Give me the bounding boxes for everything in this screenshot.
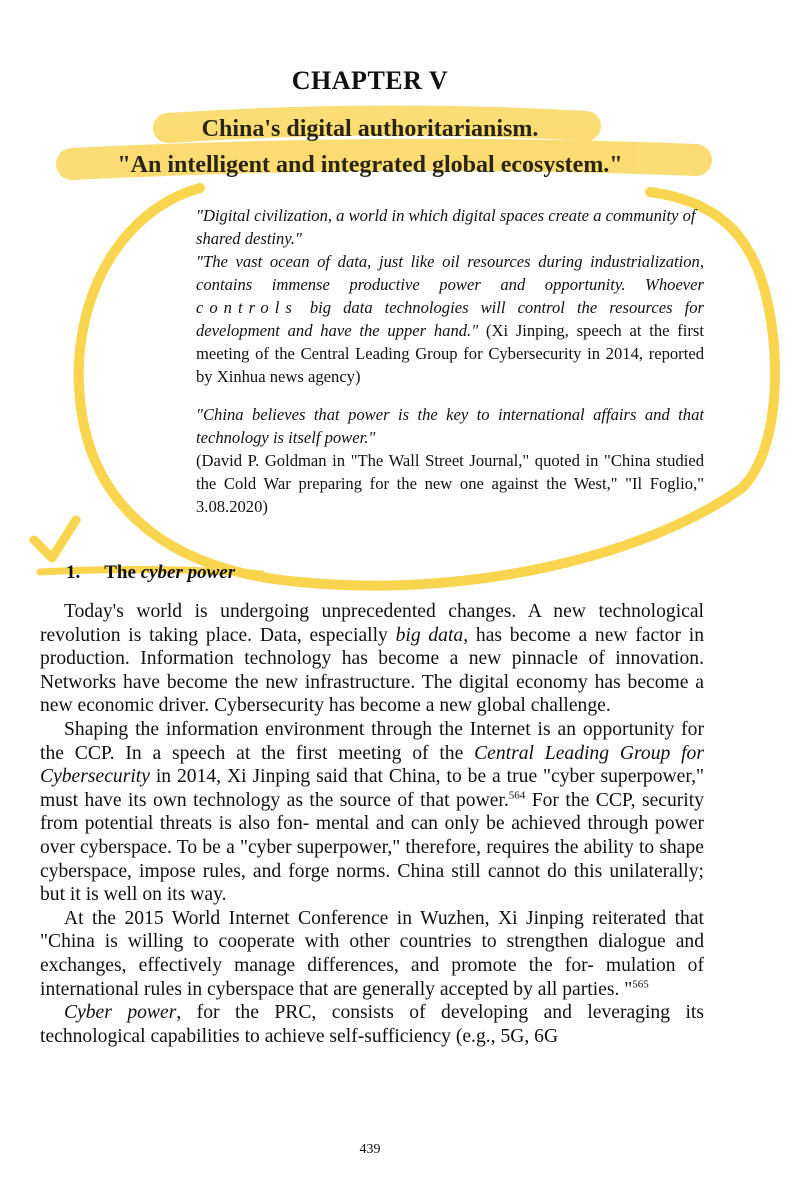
p2-text-a: Shaping the information environment through the Internet is an opportunity for the CCP. In a speech at the first meeting of the [40,718,704,764]
section-title-italic: cyber power [140,562,236,583]
footnote-ref-564: 564 [508,789,526,802]
p4-italic: Cyber power [64,1002,177,1024]
paragraph-4 [40,1001,704,1048]
epigraph-quote-1b-text: "The vast ocean of data, just like oil resources during industrialization, contains immense productive power and opportunity. Whoever [196,252,704,294]
epigraph-quote-2: "China believes that power is the key to international affairs and that technology is itself power." [196,405,704,447]
chapter-title-line2: "An intelligent and integrated global ecosystem." [117,152,623,178]
p1-italic: big data [395,624,464,646]
chapter-heading: CHAPTER V [291,66,449,95]
p3-text-a: At the 2015 World Internet Conference in Wuzhen, Xi Jinping reiterated that "China is willing to cooperate with other countries to strengthen dialogue and exchanges, effectively manage differences, and promote the for- mulation of international rules in cyberspace that are generally accepted by all parties. " [40,907,704,1000]
page-number: 439 [359,1142,381,1157]
epigraph-spacer [196,388,704,403]
highlight-check-mark [34,520,76,558]
section-number: 1. [66,562,81,583]
epigraph-source-2: (David P. Goldman in "The Wall Street Journal," quoted in "China studied the Cold War preparing for the new one against the West," "Il Foglio," 3.08.2020) [196,451,704,516]
chapter-title-line1: China's digital authoritarianism. [201,116,539,142]
footnote-ref-565: 565 [632,977,649,990]
section-title-plain: The [104,562,141,583]
epigraph-quote-1b-end: big data technologies will control the resources for development and have the upper hand." [196,298,704,340]
p4-text-b: , for the PRC, consists of developing and leveraging its technological capabilities to achieve self-sufficiency (e.g., 5G, 6G [40,1002,704,1047]
paragraph-1 [40,600,704,718]
paragraph-3 [40,907,704,1001]
epigraph-quote-1a: "Digital civilization, a world in which digital spaces create a community of shared destiny." [196,206,696,248]
p1-text-a: Today's world is undergoing unprecedented changes. A new technological revolution is taking place. Data, especially [40,601,704,646]
paragraph-2 [40,718,704,907]
epigraph-source-1: (Xi Jinping, speech at the first meeting of the Central Leading Group for Cybersecurity in 2014, reported by Xinhua news agency) [196,321,704,386]
epigraph-quote-1b-spaced: controls [196,298,298,317]
p2-text-c: in 2014, Xi Jinping said that China, to be a true "cyber superpower," must have its own technology as the source of that power. [40,766,704,811]
body-text [40,600,704,1048]
epigraph-block [196,204,704,518]
p2-text-d: For the CCP, security from potential threats is also fon- mental and can only be achieved through power over cyberspace. To be a "cyber superpower," therefore, requires the ability to shape cyberspace, impose rules, and forge norms. China still cannot do this unilaterally; but it is well on its way. [40,789,704,906]
section-heading [66,562,235,584]
p2-italic: Central Leading Group for Cybersecurity [40,742,704,788]
p1-text-c: , has become a new factor in production. Information technology has become a new pinnacle of innovation. Networks have become the new infrastructure. The digital economy has become a new economic driver. Cybersecurity has become a new global challenge. [40,624,704,717]
epigraph-quote-1b [196,250,704,388]
